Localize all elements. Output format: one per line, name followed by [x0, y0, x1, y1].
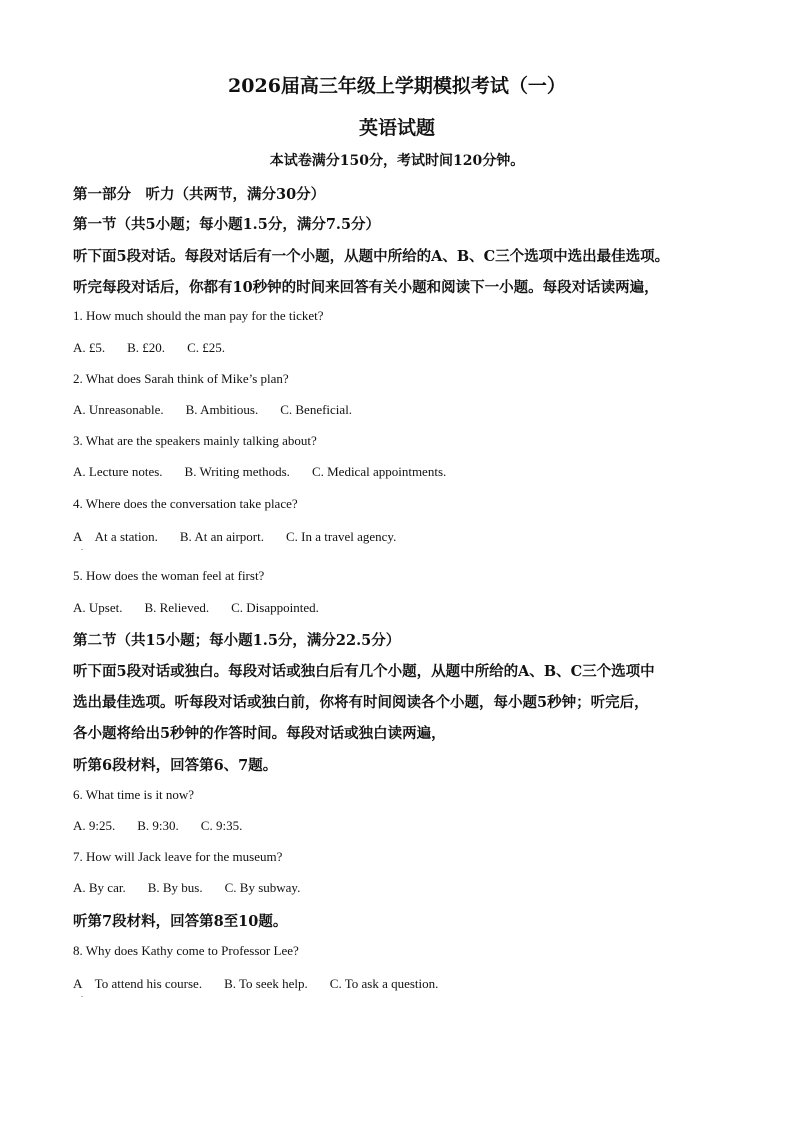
stray-dot: .: [81, 990, 83, 999]
q6-options: [73, 818, 264, 834]
q7-option-b: B. By bus.: [147, 880, 203, 895]
q3-option-a: A. Lecture notes.: [73, 464, 163, 479]
q1-options: [73, 340, 247, 356]
q5-option-b: B. Relieved.: [144, 600, 210, 615]
q1-stem: 1. How much should the man pay for the ticket?: [73, 308, 324, 323]
q2-options: [73, 402, 374, 418]
q7-stem: 7. How will Jack leave for the museum?: [73, 849, 283, 864]
q1-option-c: C. £25.: [187, 340, 225, 355]
q4-option-a: A At a station.: [73, 529, 158, 544]
q1-option-b: B. £20.: [127, 340, 166, 355]
q3-stem: 3. What are the speakers mainly talking about?: [73, 433, 317, 448]
material6-heading: 听第6段材料，回答第6、7题。: [73, 757, 278, 774]
q4-options: [73, 526, 418, 545]
q2-option-a: A. Unreasonable.: [73, 402, 164, 417]
subject-title: 英语试题: [358, 117, 435, 139]
section1-heading: 第一节（共5小题；每小题1.5分，满分7.5分）: [73, 216, 381, 233]
q7-option-c: C. By subway.: [224, 880, 301, 895]
q5-stem: 5. How does the woman feel at first?: [73, 568, 265, 583]
section1-instruction-2: 听完每段对话后，你都有10秒钟的时间来回答有关小题和阅读下一小题。每段对话读两遍，: [73, 279, 659, 296]
section2-instruction-2: 选出最佳选项。听每段对话或独白前，你将有时间阅读各个小题，每小题5秒钟；听完后，: [73, 694, 649, 711]
q4-stem: 4. Where does the conversation take place?: [73, 496, 298, 511]
q7-options: [73, 880, 322, 896]
q8-options: [73, 973, 460, 992]
material7-heading: 听第7段材料，回答第8至10题。: [73, 913, 288, 930]
q3-option-b: B. Writing methods.: [184, 464, 290, 479]
q1-option-a: A. £5.: [73, 340, 106, 355]
q8-option-c: C. To ask a question.: [329, 976, 439, 991]
q2-option-c: C. Beneficial.: [280, 402, 353, 417]
q8-option-b: B. To seek help.: [224, 976, 308, 991]
q5-option-a: A. Upset.: [73, 600, 123, 615]
stray-dot: .: [81, 543, 83, 552]
section1-instruction-1: 听下面5段对话。每段对话后有一个小题，从题中所给的A、B、C三个选项中选出最佳选项。: [73, 248, 670, 265]
q3-option-c: C. Medical appointments.: [311, 464, 447, 479]
q6-option-c: C. 9:35.: [200, 818, 243, 833]
q8-stem: 8. Why does Kathy come to Professor Lee?: [73, 943, 299, 958]
exam-title: 2026届高三年级上学期模拟考试（一）: [228, 75, 566, 97]
q8-option-a: A To attend his course.: [73, 976, 203, 991]
q7-option-a: A. By car.: [73, 880, 126, 895]
section2-instruction-3: 各小题将给出5秒钟的作答时间。每段对话或独白读两遍，: [73, 725, 446, 742]
q3-options: [73, 464, 468, 480]
exam-note: 本试卷满分150分，考试时间120分钟。: [269, 153, 525, 169]
q2-stem: 2. What does Sarah think of Mike’s plan?: [73, 371, 289, 386]
q6-option-a: A. 9:25.: [73, 818, 116, 833]
q6-stem: 6. What time is it now?: [73, 787, 195, 802]
q4-option-b: B. At an airport.: [179, 529, 264, 544]
q5-option-c: C. Disappointed.: [231, 600, 319, 615]
section2-heading: 第二节（共15小题；每小题1.5分，满分22.5分）: [73, 632, 401, 649]
q5-options: [73, 600, 341, 616]
q4-option-c: C. In a travel agency.: [286, 529, 397, 544]
part1-heading: 第一部分 听力（共两节，满分30分）: [73, 186, 326, 203]
q2-option-b: B. Ambitious.: [185, 402, 259, 417]
q6-option-b: B. 9:30.: [137, 818, 179, 833]
section2-instruction-1: 听下面5段对话或独白。每段对话或独白后有几个小题，从题中所给的A、B、C三个选项中: [73, 663, 655, 680]
